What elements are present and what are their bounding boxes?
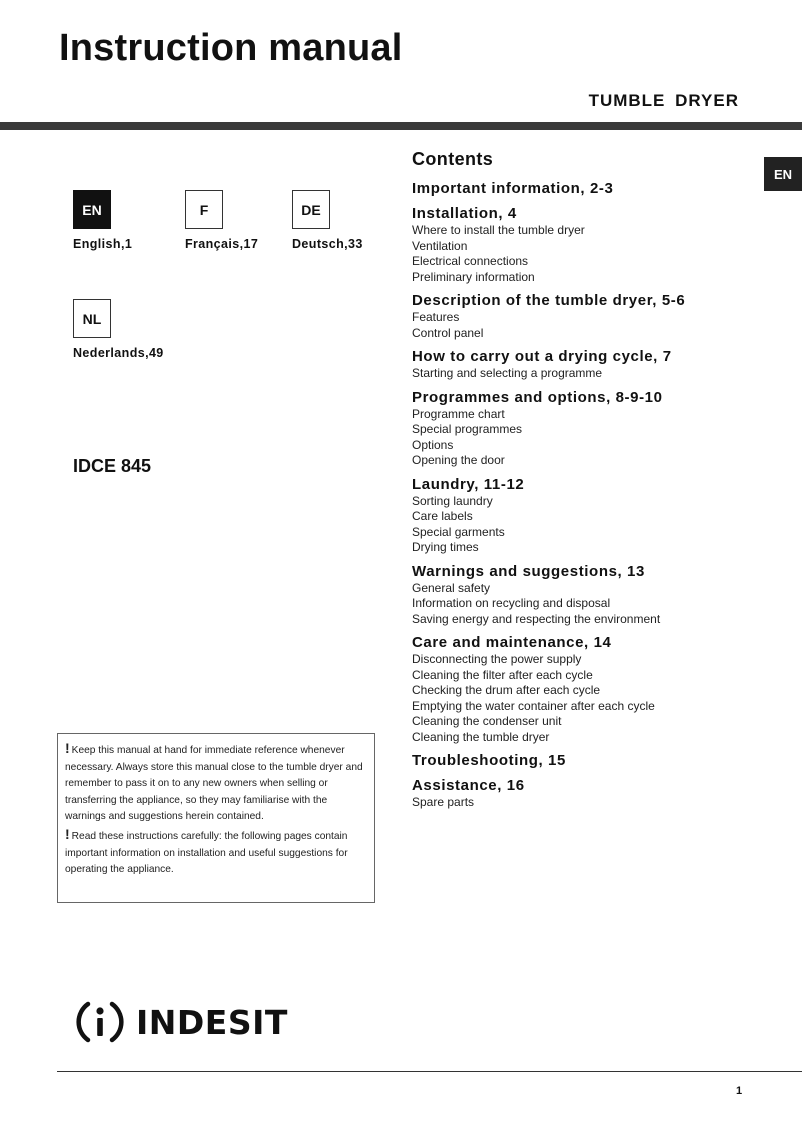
language-code-box: F bbox=[185, 190, 223, 229]
section-item[interactable]: Cleaning the filter after each cycle bbox=[412, 667, 593, 682]
section-item[interactable]: Electrical connections bbox=[412, 254, 529, 268]
section-item[interactable]: Control panel bbox=[412, 325, 484, 340]
section-item[interactable]: Special programmes bbox=[412, 422, 523, 436]
section-item[interactable]: Ventilation bbox=[412, 238, 468, 253]
table-of-contents bbox=[412, 149, 772, 817]
section-item[interactable]: Care labels bbox=[412, 509, 473, 523]
header-divider bbox=[0, 122, 802, 130]
notice-paragraph: ! Read these instructions carefully: the following pages contain important information on installation and useful suggestions for operating the appliance. bbox=[65, 825, 348, 876]
language-label: English,1 bbox=[73, 237, 133, 251]
section-item[interactable]: Opening the door bbox=[412, 453, 505, 467]
product-subtitle: TUMBLE DRYER bbox=[588, 91, 739, 110]
language-code-box: EN bbox=[73, 190, 111, 229]
language-label: Français,17 bbox=[185, 237, 259, 251]
section-item[interactable]: Drying times bbox=[412, 540, 479, 554]
contents-section bbox=[412, 204, 772, 285]
section-title[interactable]: Installation, 4 bbox=[412, 205, 517, 222]
section-title[interactable]: Assistance, 16 bbox=[412, 777, 525, 794]
section-title[interactable]: Warnings and suggestions, 13 bbox=[412, 562, 645, 580]
contents-section bbox=[412, 475, 772, 556]
language-label: Nederlands,49 bbox=[73, 346, 164, 360]
model-number: IDCE 845 bbox=[73, 456, 152, 476]
section-item[interactable]: Starting and selecting a programme bbox=[412, 366, 603, 380]
language-german[interactable] bbox=[292, 190, 402, 251]
language-code-box: DE bbox=[292, 190, 330, 229]
section-title[interactable]: Troubleshooting, 15 bbox=[412, 752, 566, 769]
section-item[interactable]: Special garments bbox=[412, 524, 505, 539]
warning-icon: ! bbox=[65, 825, 70, 842]
language-label: Deutsch,33 bbox=[292, 237, 363, 251]
section-item[interactable]: Spare parts bbox=[412, 795, 475, 809]
section-item[interactable]: Emptying the water container after each cycle bbox=[412, 698, 655, 713]
contents-section bbox=[412, 347, 772, 382]
footer-divider bbox=[57, 1071, 802, 1072]
language-french[interactable] bbox=[185, 190, 295, 251]
section-title[interactable]: Laundry, 11-12 bbox=[412, 475, 525, 493]
contents-heading: Contents bbox=[412, 149, 494, 169]
indesit-i-logo-icon bbox=[74, 996, 126, 1048]
contents-section bbox=[412, 776, 772, 811]
section-item[interactable]: Features bbox=[412, 310, 460, 324]
contents-section bbox=[412, 291, 772, 341]
section-item[interactable]: General safety bbox=[412, 580, 491, 595]
language-code-box: NL bbox=[73, 299, 111, 338]
contents-sections bbox=[412, 179, 772, 811]
notice-paragraph: ! Keep this manual at hand for immediate reference whenever necessary. Always store this manual close to the tumble dryer and remember to pass it on to any new owners when selling or transferring the appliance, so they may familiarise with the warnings and suggestions herein contained. bbox=[65, 740, 363, 823]
contents-section bbox=[412, 388, 772, 469]
section-item[interactable]: Saving energy and respecting the environment bbox=[412, 611, 661, 626]
language-dutch[interactable] bbox=[73, 299, 183, 360]
section-item[interactable]: Information on recycling and disposal bbox=[412, 596, 611, 610]
warning-icon: ! bbox=[65, 740, 70, 756]
section-item[interactable]: Sorting laundry bbox=[412, 493, 493, 508]
section-item[interactable]: Options bbox=[412, 437, 454, 452]
section-item[interactable]: Preliminary information bbox=[412, 269, 535, 284]
notice-box bbox=[57, 733, 375, 903]
contents-section bbox=[412, 179, 772, 198]
section-title[interactable]: Description of the tumble dryer, 5-6 bbox=[412, 292, 686, 309]
section-item[interactable]: Cleaning the tumble dryer bbox=[412, 729, 550, 744]
section-title[interactable]: Programmes and options, 8-9-10 bbox=[412, 388, 663, 406]
page-number: 1 bbox=[736, 1085, 743, 1097]
section-item[interactable]: Disconnecting the power supply bbox=[412, 652, 582, 666]
section-title[interactable]: Care and maintenance, 14 bbox=[412, 634, 612, 651]
brand-wordmark: INDESIT bbox=[136, 1002, 288, 1042]
contents-section bbox=[412, 751, 772, 770]
brand-logo bbox=[74, 996, 288, 1048]
section-item[interactable]: Programme chart bbox=[412, 406, 505, 421]
section-item[interactable]: Cleaning the condenser unit bbox=[412, 714, 562, 728]
language-english[interactable] bbox=[73, 190, 183, 251]
language-side-tab: EN bbox=[764, 157, 802, 191]
section-title[interactable]: How to carry out a drying cycle, 7 bbox=[412, 348, 672, 365]
contents-section bbox=[412, 562, 772, 628]
section-item[interactable]: Checking the drum after each cycle bbox=[412, 683, 601, 697]
section-item[interactable]: Where to install the tumble dryer bbox=[412, 223, 585, 237]
contents-section bbox=[412, 633, 772, 745]
page-title: Instruction manual bbox=[59, 27, 403, 69]
section-title[interactable]: Important information, 2-3 bbox=[412, 180, 614, 197]
